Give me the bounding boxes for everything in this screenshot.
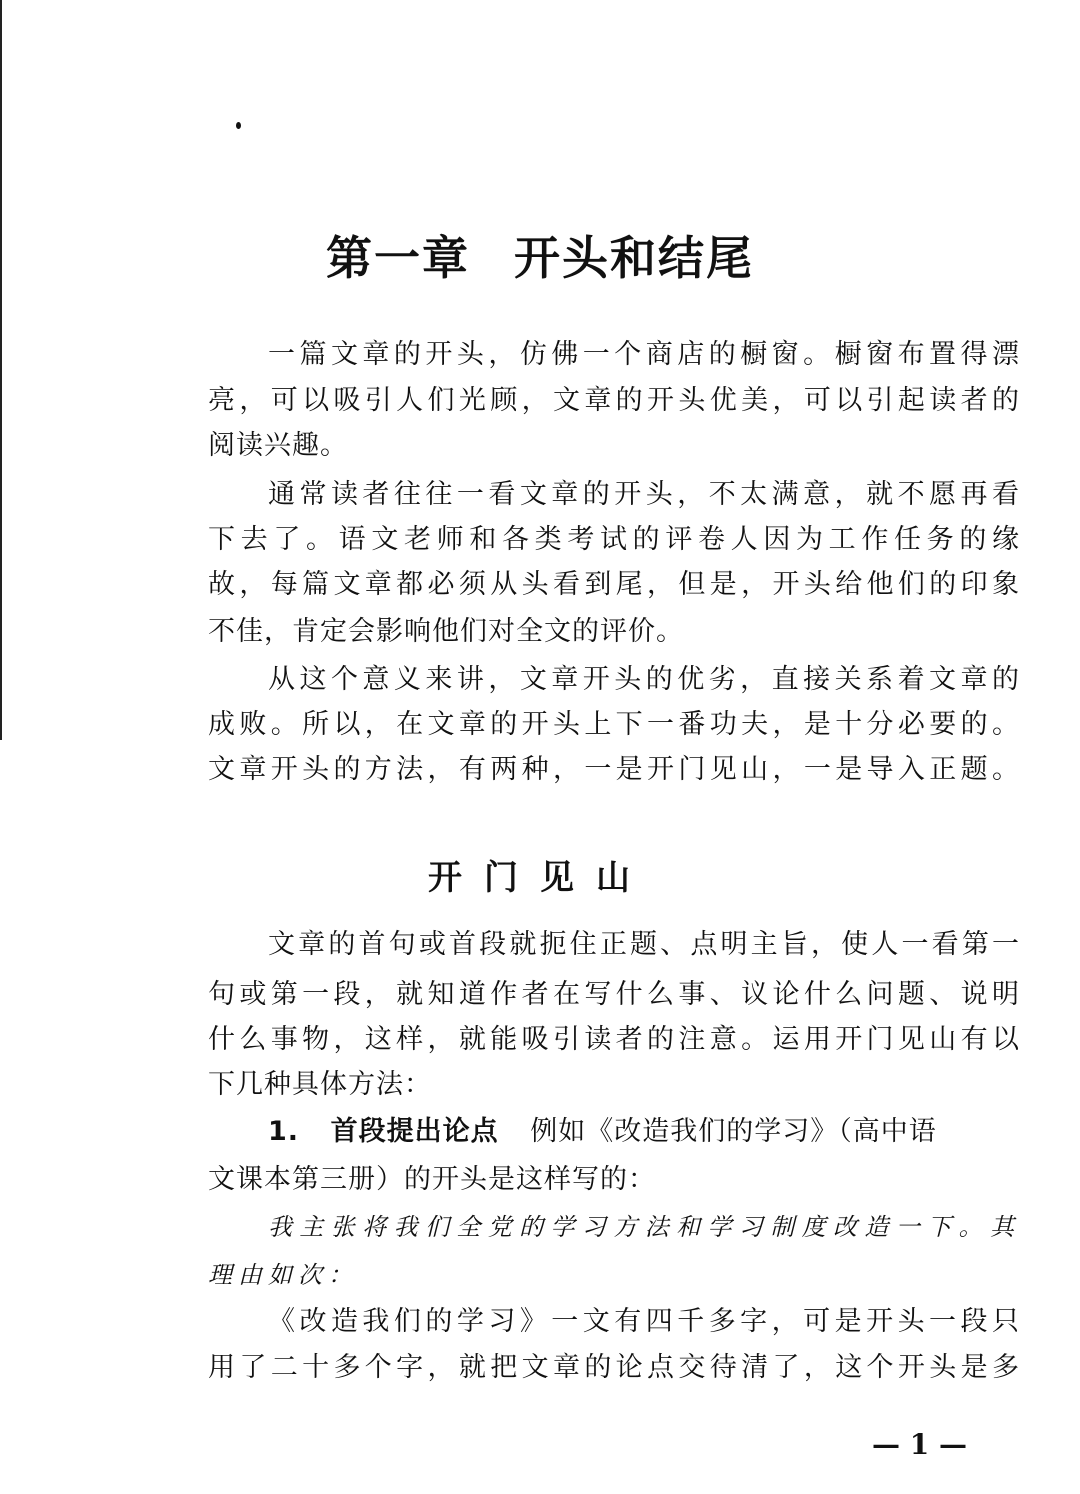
text-line: 文课本第三册）的开头是这样写的： [208, 1164, 656, 1195]
text-line: 故，每篇文章都必须从头看到尾，但是，开头给他们的印象 [208, 569, 1020, 600]
text-line: 用了二十多个字，就把文章的论点交待清了，这个开头是多 [208, 1352, 1020, 1383]
text-line: 下去了。语文老师和各类考试的评卷人因为工作任务的缘 [208, 524, 1020, 555]
scan-edge [0, 0, 2, 740]
method-text: 例如《改造我们的学习》（高中语 [530, 1116, 937, 1147]
text-line: 一篇文章的开头，仿佛一个商店的橱窗。橱窗布置得漂 [268, 339, 1020, 370]
text-line: 下几种具体方法： [208, 1069, 432, 1100]
quote-line: 我主张将我们全党的学习方法和学习制度改造一下。其 [268, 1213, 1020, 1241]
method-heading: 首段提出论点 [330, 1116, 499, 1147]
page-number: — 1 — [872, 1428, 967, 1461]
text-line: 成败。所以，在文章的开头上下一番功夫，是十分必要的。 [208, 709, 1020, 740]
method-number: 1. [268, 1116, 300, 1147]
text-line: 阅读兴趣。 [208, 430, 348, 461]
text-line: 通常读者往往一看文章的开头，不太满意，就不愿再看 [268, 479, 1020, 510]
text-line: 句或第一段，就知道作者在写什么事、议论什么问题、说明 [208, 979, 1020, 1010]
text-line: 《改造我们的学习》一文有四千多字，可是开头一段只 [268, 1306, 1020, 1337]
method-line [268, 1115, 1020, 1149]
text-line: 什么事物，这样，就能吸引读者的注意。运用开门见山有以 [208, 1024, 1020, 1055]
text-line: 从这个意义来讲，文章开头的优劣，直接关系着文章的 [268, 664, 1020, 695]
text-line: 文章开头的方法，有两种，一是开门见山，一是导入正题。 [208, 754, 1020, 785]
chapter-title [0, 222, 1080, 288]
chapter-number: 第一章 [326, 231, 470, 285]
ink-speck [236, 122, 241, 129]
text-line: 不佳，肯定会影响他们对全文的评价。 [208, 616, 684, 647]
text-line: 亮，可以吸引人们光顾，文章的开头优美，可以引起读者的 [208, 385, 1020, 416]
section-title: 开门见山 [428, 858, 652, 898]
chapter-name: 开头和结尾 [514, 231, 754, 285]
quote-line: 理由如次： [208, 1261, 358, 1289]
text-line: 文章的首句或首段就扼住正题、点明主旨，使人一看第一 [268, 929, 1020, 960]
